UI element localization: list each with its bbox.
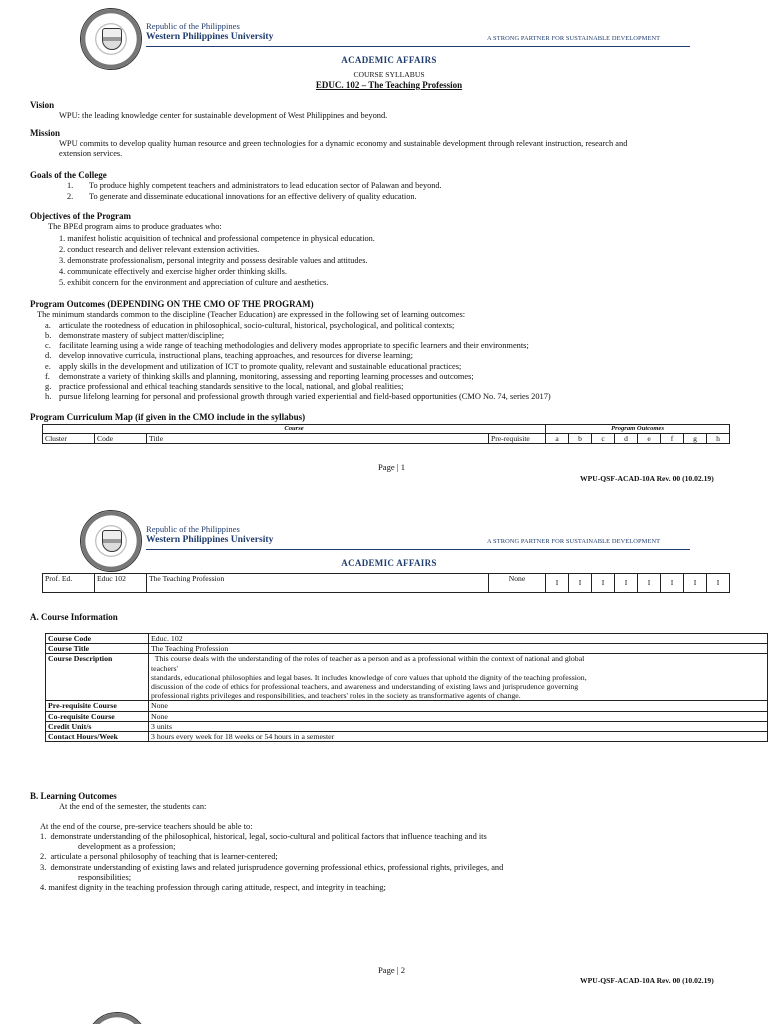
corequisite-label: Co-requisite Course — [46, 711, 149, 721]
outcome-item: develop innovative curricula, instructional plans, teaching approaches, and resources for diverse learning; — [59, 351, 413, 360]
vision-text: WPU: the leading knowledge center for sustainable development of West Philippines and beyond. — [59, 111, 388, 120]
learning-outcomes-intro: At the end of the semester, the students can: — [59, 802, 207, 811]
document-code: WPU-QSF-ACAD-10A Rev. 00 (10.02.19) — [580, 976, 714, 985]
outcomes-heading: Program Outcomes (DEPENDING ON THE CMO OF THE PROGRAM) — [30, 299, 314, 309]
map-title: The Teaching Profession — [147, 574, 489, 593]
outcome-letter: a. — [45, 321, 51, 330]
map-outcome-mark: I — [707, 574, 730, 593]
department-title: ACADEMIC AFFAIRS — [341, 55, 437, 65]
learning-outcome-item-cont: responsibilities; — [78, 873, 132, 882]
tagline: A STRONG PARTNER FOR SUSTAINABLE DEVELOPMENT — [487, 35, 661, 42]
goal-item: To produce highly competent teachers and administrators to lead education sector of Palawan and beyond. — [89, 181, 442, 190]
course-info-table — [45, 633, 768, 742]
university-name: Western Philippines University — [146, 31, 274, 42]
learning-outcome-item: 3. demonstrate understanding of existing laws and related jurisprudence governing professional ethics, professional rights, privileges, and — [40, 863, 504, 872]
outcomes-group-header: Program Outcomes — [546, 425, 730, 434]
outcome-item: facilitate learning using a wide range of teaching methodologies and delivery modes appropriate to specific learners and their environments; — [59, 341, 529, 350]
map-outcome-mark: I — [638, 574, 661, 593]
objective-item: 2. conduct research and deliver relevant extension activities. — [59, 245, 260, 254]
curriculum-map-row-table — [42, 573, 730, 593]
page-number: Page | 2 — [378, 965, 406, 975]
column-header-outcome: g — [684, 434, 707, 444]
outcomes-intro: The minimum standards common to the discipline (Teacher Education) are expressed in the following set of learning outcomes: — [37, 310, 466, 319]
objectives-heading: Objectives of the Program — [30, 211, 132, 221]
vision-heading: Vision — [30, 100, 55, 110]
course-group-header: Course — [43, 425, 546, 434]
republic-label: Republic of the Philippines — [146, 21, 240, 31]
learning-outcomes-intro: At the end of the course, pre-service teachers should be able to: — [40, 822, 253, 831]
mission-text-1: WPU commits to develop quality human resource and green technologies for a dynamic economy and sustainable development through relevant instruction, research and — [59, 139, 628, 148]
goal-number: 1. — [67, 181, 74, 190]
university-name: Western Philippines University — [146, 534, 274, 545]
learning-outcomes-heading: B. Learning Outcomes — [30, 791, 117, 801]
corequisite-value: None — [149, 711, 768, 721]
map-prereq: None — [489, 574, 546, 593]
curriculum-map-heading: Program Curriculum Map (if given in the CMO include in the syllabus) — [30, 412, 306, 422]
objective-item: 3. demonstrate professionalism, personal integrity and possess desirable values and attitudes. — [59, 256, 368, 265]
course-code-value: Educ. 102 — [149, 634, 768, 644]
prerequisite-value: None — [149, 701, 768, 711]
objective-item: 4. communicate effectively and exercise higher order thinking skills. — [59, 267, 287, 276]
column-header-outcome: d — [615, 434, 638, 444]
page-number: Page | 1 — [378, 462, 406, 472]
course-title: EDUC. 102 – The Teaching Profession — [315, 80, 463, 90]
map-outcome-mark: I — [592, 574, 615, 593]
map-code: Educ 102 — [95, 574, 147, 593]
column-header-outcome: a — [546, 434, 569, 444]
description-line: professional rights privileges and responsibilities, and teachers' roles in the society as transformative agents of change. — [151, 691, 521, 701]
description-line: This course deals with the understanding of the roles of teacher as a person and as a professional within the context of national and global — [151, 654, 585, 664]
description-line: discussion of the code of ethics for professional teachers, and awareness and understanding of existing laws and jurisprudence governing — [151, 681, 579, 691]
learning-outcome-item: 4. manifest dignity in the teaching profession through caring attitude, respect, and integrity in teaching; — [40, 883, 386, 892]
course-code-label: Course Code — [46, 634, 149, 644]
column-header-outcome: b — [569, 434, 592, 444]
prerequisite-label: Pre-requisite Course — [46, 701, 149, 711]
course-title-value: The Teaching Profession — [149, 644, 768, 654]
outcome-letter: b. — [45, 331, 52, 340]
outcome-letter: c. — [45, 341, 51, 350]
outcome-letter: d. — [45, 351, 52, 360]
outcome-item: demonstrate mastery of subject matter/discipline; — [59, 331, 225, 340]
column-header-code: Code — [95, 434, 147, 444]
outcome-letter: f. — [45, 372, 50, 381]
objective-item: 5. exhibit concern for the environment and appreciation of culture and aesthetics. — [59, 278, 329, 287]
doc-type: COURSE SYLLABUS — [353, 70, 425, 79]
column-header-outcome: c — [592, 434, 615, 444]
column-header-title: Title — [147, 434, 489, 444]
course-info-heading: A. Course Information — [30, 612, 118, 622]
column-header-cluster: Cluster — [43, 434, 95, 444]
tagline: A STRONG PARTNER FOR SUSTAINABLE DEVELOPMENT — [487, 538, 661, 545]
header-divider — [146, 46, 690, 47]
document-code: WPU-QSF-ACAD-10A Rev. 00 (10.02.19) — [580, 474, 714, 483]
header-divider — [146, 549, 690, 550]
outcome-letter: h. — [45, 392, 52, 401]
learning-outcome-item: 1. demonstrate understanding of the philosophical, historical, legal, socio-cultural and political factors that influence teaching and its — [40, 832, 487, 841]
description-line: teachers' — [151, 663, 178, 673]
course-description-value — [149, 654, 768, 701]
curriculum-map-table — [42, 424, 730, 444]
mission-heading: Mission — [30, 128, 61, 138]
department-title: ACADEMIC AFFAIRS — [341, 558, 437, 568]
column-header-outcome: h — [707, 434, 730, 444]
map-cluster: Prof. Ed. — [43, 574, 95, 593]
course-title-label: Course Title — [46, 644, 149, 654]
map-outcome-mark: I — [661, 574, 684, 593]
map-outcome-mark: I — [684, 574, 707, 593]
goals-heading: Goals of the College — [30, 170, 107, 180]
goal-number: 2. — [67, 192, 74, 201]
credit-units-value: 3 units — [149, 721, 768, 731]
outcome-letter: g. — [45, 382, 52, 391]
outcome-item: apply skills in the development and utilization of ICT to promote quality, relevant and sustainable educational practices; — [59, 362, 462, 371]
republic-label: Republic of the Philippines — [146, 524, 240, 534]
map-outcome-mark: I — [546, 574, 569, 593]
mission-text-2: extension services. — [59, 149, 123, 158]
goal-item: To generate and disseminate educational innovations for an effective delivery of quality education. — [89, 192, 417, 201]
outcome-item: pursue lifelong learning for personal and professional growth through varied experiential and field-based opportunities (CMO No. 74, series 2017) — [59, 392, 551, 401]
contact-hours-value: 3 hours every week for 18 weeks or 54 hours in a semester — [149, 731, 768, 741]
outcome-letter: e. — [45, 362, 51, 371]
university-seal-logo — [86, 1012, 148, 1024]
outcome-item: demonstrate a variety of thinking skills and planning, monitoring, assessing and reporting learning processes and outcomes; — [59, 372, 474, 381]
outcome-item: practice professional and ethical teaching standards sensitive to the local, national, and global realities; — [59, 382, 404, 391]
column-header-prerequisite: Pre-requisite — [489, 434, 546, 444]
contact-hours-label: Contact Hours/Week — [46, 731, 149, 741]
map-outcome-mark: I — [569, 574, 592, 593]
outcome-item: articulate the rootedness of education in philosophical, socio-cultural, historical, psychological, and political contexts; — [59, 321, 455, 330]
learning-outcome-item: 2. articulate a personal philosophy of teaching that is learner-centered; — [40, 852, 278, 861]
description-line: standards, educational philosophies and legal bases. It includes knowledge of core values that uphold the dignity of the teaching profession, — [151, 672, 587, 682]
column-header-outcome: f — [661, 434, 684, 444]
column-header-outcome: e — [638, 434, 661, 444]
objective-item: 1. manifest holistic acquisition of technical and professional competence in physical education. — [59, 234, 375, 243]
learning-outcome-item-cont: development as a profession; — [78, 842, 176, 851]
course-description-label: Course Description — [46, 654, 149, 701]
credit-units-label: Credit Unit/s — [46, 721, 149, 731]
objectives-intro: The BPEd program aims to produce graduates who: — [48, 222, 222, 231]
map-outcome-mark: I — [615, 574, 638, 593]
